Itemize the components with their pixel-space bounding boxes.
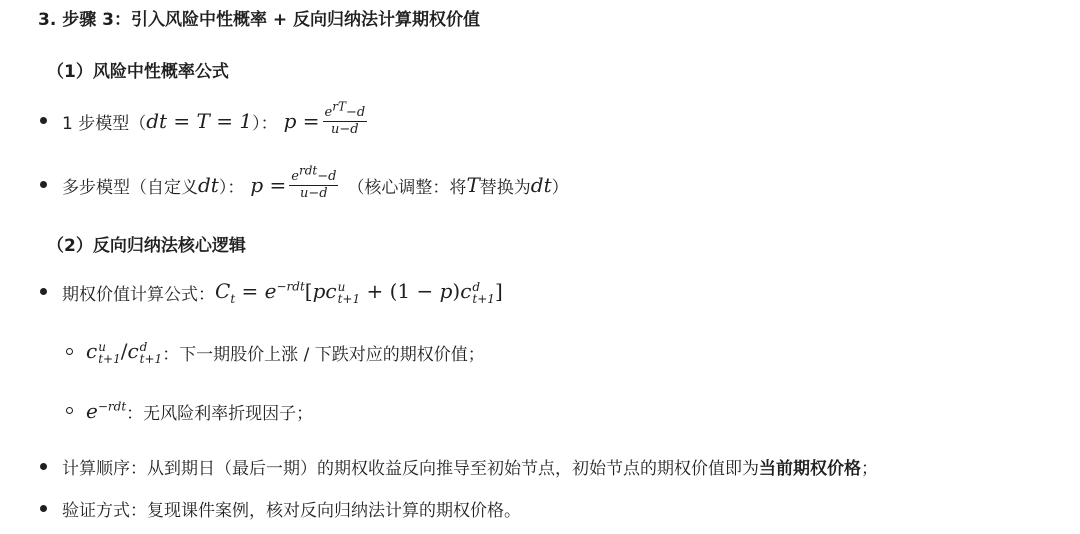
next-values-text: ：下一期股价上涨 / 下跌对应的期权价值；	[162, 344, 485, 365]
bullet-dot	[40, 181, 47, 188]
discount-factor-text: ：无风险利率折现因子；	[126, 403, 314, 424]
list-item-multi-step	[62, 165, 569, 205]
multi-step-p-lhs: p =	[250, 173, 287, 197]
multi-step-numerator: $e^{rdt}-d$	[291, 163, 337, 184]
multi-step-denominator: u−d	[300, 185, 328, 201]
list-item-calc-order	[62, 451, 878, 481]
list-item-formula	[62, 272, 503, 312]
subheading-risk-neutral-text: （1）风险中性概率公式	[47, 61, 229, 82]
discount-factor-math: $e^{-rdt}$	[86, 399, 127, 423]
bullet-dot	[40, 288, 47, 295]
multi-step-label-end: ）：	[218, 177, 245, 198]
one-step-fraction	[323, 99, 368, 137]
option-value-formula: $C_t = e^{-rdt}[pc$ u t+1 + (1 − p)c d t+1 ]	[215, 279, 503, 307]
bullet-dot	[40, 463, 47, 470]
bullet-dot	[40, 505, 47, 512]
one-step-label: 1 步模型（	[62, 113, 147, 134]
verification-text: 验证方式：复现课件案例，核对反向归纳法计算的期权价格。	[62, 500, 521, 521]
next-values-math: c u t+1 /c d t+1	[86, 339, 163, 366]
calc-order-text: 计算顺序：从到期日（最后一期）的期权收益反向推导至初始节点，初始节点的期权价值即为	[62, 458, 759, 479]
one-step-condition: dt = T = 1	[146, 109, 253, 133]
sub-item-discount-factor	[86, 391, 313, 431]
subheading-backward-induction	[47, 228, 246, 258]
multi-step-note: （核心调整：将	[347, 177, 467, 198]
multi-step-note-end: ）	[551, 177, 569, 198]
bullet-dot	[40, 117, 47, 124]
one-step-numerator: $e^{rT}-d$	[324, 99, 366, 120]
multi-step-label: 多步模型（自定义	[62, 177, 198, 198]
one-step-label-end: ）：	[252, 113, 278, 134]
formula-label: 期权价值计算公式：	[62, 284, 215, 305]
multi-step-note-dt: dt	[530, 173, 552, 197]
list-item-one-step	[62, 101, 370, 141]
list-item-verification	[62, 493, 521, 523]
multi-step-condition: dt	[198, 173, 219, 197]
section-title-text: 3. 步骤 3：引入风险中性概率 + 反向归纳法计算期权价值	[38, 9, 481, 30]
current-option-price-bold: 当前期权价格	[759, 458, 861, 479]
subheading-backward-induction-text: （2）反向归纳法核心逻辑	[47, 235, 246, 256]
section-title	[38, 2, 480, 32]
sub-bullet-circle	[66, 407, 73, 414]
one-step-denominator: u−d	[331, 121, 359, 137]
sub-bullet-circle	[66, 348, 73, 355]
multi-step-note-mid: 替换为	[479, 177, 531, 198]
multi-step-fraction	[289, 163, 338, 201]
subheading-risk-neutral	[47, 54, 229, 84]
sub-item-next-values	[86, 332, 485, 372]
one-step-p-lhs: p =	[283, 109, 320, 133]
multi-step-note-T: T	[466, 173, 480, 197]
calc-order-end: ；	[861, 458, 878, 479]
